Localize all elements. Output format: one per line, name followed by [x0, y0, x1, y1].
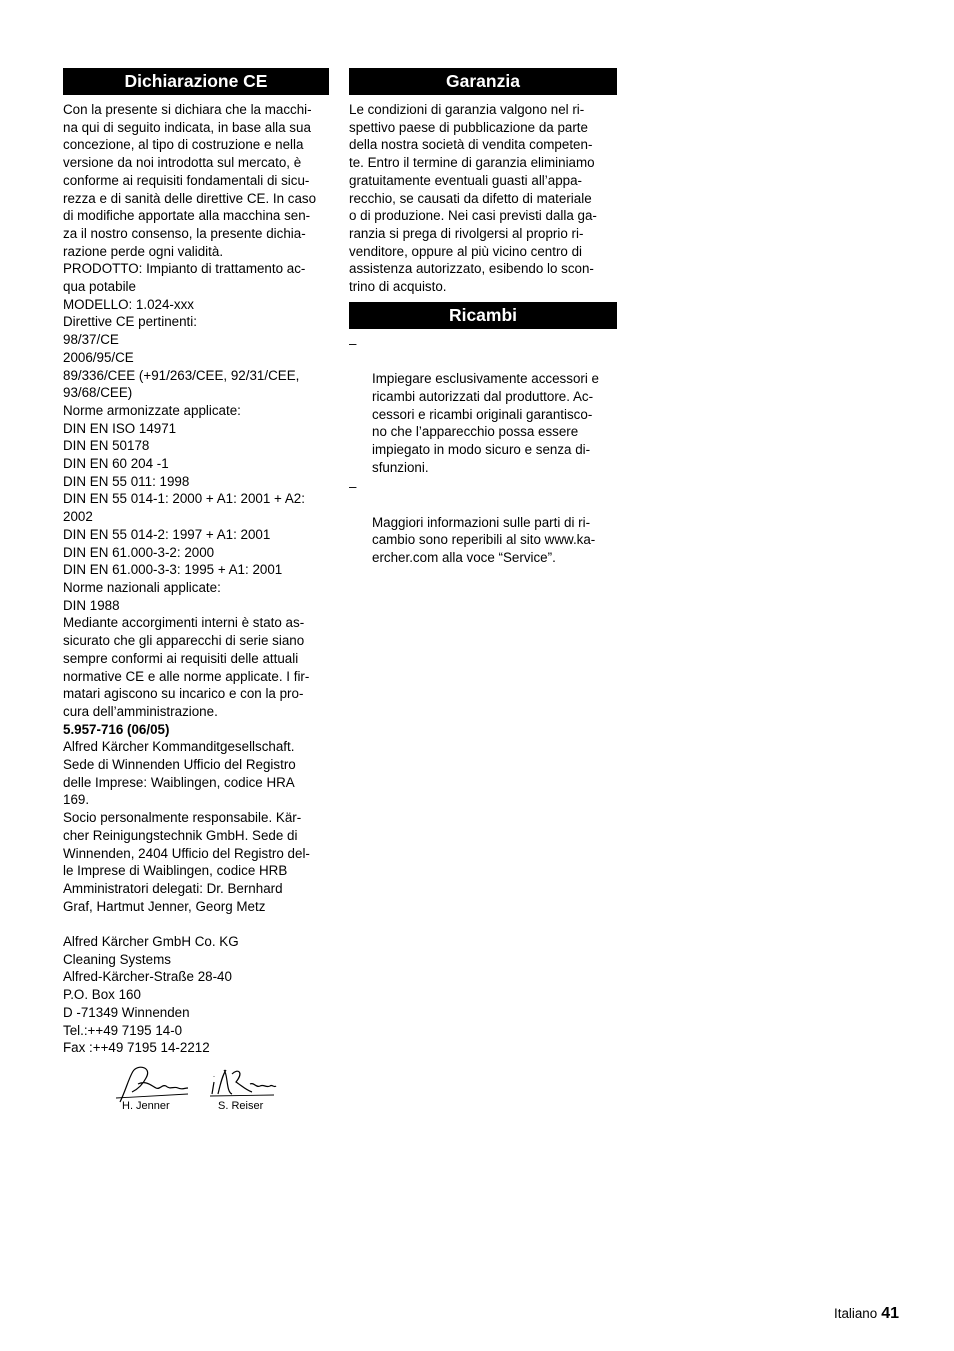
signature-reiser — [208, 1062, 278, 1112]
national-norm-item: DIN 1988 — [63, 597, 120, 613]
list-item — [349, 478, 617, 567]
norm-item: DIN EN 61.000-3-2: 2000 — [63, 544, 215, 560]
list-item-text: Maggiori informazioni sulle parti di ri- cambio sono reperibili al sito www.ka- ercher.com alla voce “Service”. — [372, 514, 596, 566]
product-line: PRODOTTO: Impianto di trattamento ac- qua potabile — [63, 261, 306, 295]
declaration-heading: Dichiarazione CE — [63, 68, 329, 95]
directive-item: 98/37/CE — [63, 332, 119, 348]
norm-item: DIN EN 50178 — [63, 438, 150, 454]
signature-name: H. Jenner — [122, 1100, 170, 1112]
directive-item: 2006/95/CE — [63, 349, 134, 365]
norm-item: DIN EN 55 014-2: 1997 + A1: 2001 — [63, 526, 271, 542]
company-paragraph: Alfred Kärcher Kommanditgesellschaft. Sede di Winnenden Ufficio del Registro delle Imprese: Waiblingen, codice HRA 169. — [63, 739, 296, 808]
conformity-paragraph: Mediante accorgimenti interni è stato as- sicurato che gli apparecchi di serie siano sempre conformi ai requisiti delle attuali normative CE e alle norme applicate. I fir- matari agiscono su incarico e con la pro- cura dell’amministrazione. — [63, 615, 310, 719]
footer-language: Italiano — [834, 1306, 878, 1321]
signature-jenner-image — [112, 1062, 192, 1104]
address-line: D -71349 Winnenden — [63, 1004, 190, 1020]
spare-parts-list — [349, 335, 617, 567]
signature-jenner — [112, 1062, 192, 1112]
model-line: MODELLO: 1.024-xxx — [63, 296, 194, 312]
norm-item: DIN EN 55 011: 1998 — [63, 473, 190, 489]
address-line: P.O. Box 160 — [63, 987, 141, 1003]
list-item — [349, 335, 617, 477]
document-code: 5.957-716 (06/05) — [63, 721, 170, 737]
directive-item: 89/336/CEE (+91/263/CEE, 92/31/CEE, 93/68/CEE) — [63, 367, 300, 401]
declaration-paragraph: Con la presente si dichiara che la macchi- na qui di seguito indicata, in base alla sua concezione, al tipo di costruzione e nella versione da noi introdotta sul mercato, è conforme ai requisiti fondamentali di sicu- rezza e di sanità delle direttive CE. In caso di modifiche apportate alla macchina sen- za il nostro consenso, la presente dichia- razione perde ogni validità. — [63, 102, 317, 259]
address-line: Tel.:++49 7195 14-0 — [63, 1022, 183, 1038]
national-norms-label: Norme nazionali applicate: — [63, 579, 221, 595]
address-line: Cleaning Systems — [63, 951, 171, 967]
company-paragraph: Socio personalmente responsabile. Kär- cher Reinigungstechnik GmbH. Sede di Winnenden, 2404 Ufficio del Registro del- le Imprese di Waiblingen, codice HRB Amministratori delegati: Dr. Bernhard Graf, Hartmut Jenner, Georg Metz — [63, 810, 310, 914]
signature-reiser-image — [208, 1062, 278, 1104]
address-line: Alfred-Kärcher-Straße 28-40 — [63, 969, 232, 985]
list-item-text: Impiegare esclusivamente accessori e ricambi autorizzati dal produttore. Ac- cessori e ricambi originali garantisco- no che l’apparecchio possa essere impiegato in modo sicuro e senza di- sfunzioni. — [372, 371, 600, 475]
dash-bullet: – — [349, 479, 357, 495]
spare-parts-heading: Ricambi — [349, 302, 617, 329]
warranty-column — [349, 68, 617, 569]
norm-item: DIN EN ISO 14971 — [63, 420, 177, 436]
warranty-heading: Garanzia — [349, 68, 617, 95]
dash-bullet: – — [349, 335, 357, 351]
norm-item: DIN EN 61.000-3-3: 1995 + A1: 2001 — [63, 562, 283, 578]
page-number: 41 — [881, 1305, 899, 1322]
address-line: Fax :++49 7195 14-2212 — [63, 1040, 210, 1056]
norm-item: DIN EN 55 014-1: 2000 + A1: 2001 + A2: 2002 — [63, 491, 305, 525]
signature-name: S. Reiser — [218, 1100, 264, 1112]
harmonized-norms-label: Norme armonizzate applicate: — [63, 402, 241, 418]
declaration-column — [63, 68, 329, 1057]
warranty-paragraph: Le condizioni di garanzia valgono nel ri- spettivo paese di pubblicazione da parte della nostra società di vendita competen- te. Entro il termine di garanzia eliminiamo gratuitamente eventuali guasti all’appa- recchio, se causati da difetto di materiale o di produzione. Nei casi previsti dalla ga- ranzia si prega di rivolgersi al proprio ri- venditore, oppure al più vicino centro di assistenza autorizzato, esibendo lo scon- trino di acquisto. — [349, 102, 597, 295]
directives-label: Direttive CE pertinenti: — [63, 314, 197, 330]
warranty-body — [349, 101, 617, 296]
declaration-body — [63, 101, 329, 1057]
address-line: Alfred Kärcher GmbH Co. KG — [63, 934, 239, 950]
norm-item: DIN EN 60 204 -1 — [63, 456, 169, 472]
page-footer — [834, 1305, 899, 1323]
